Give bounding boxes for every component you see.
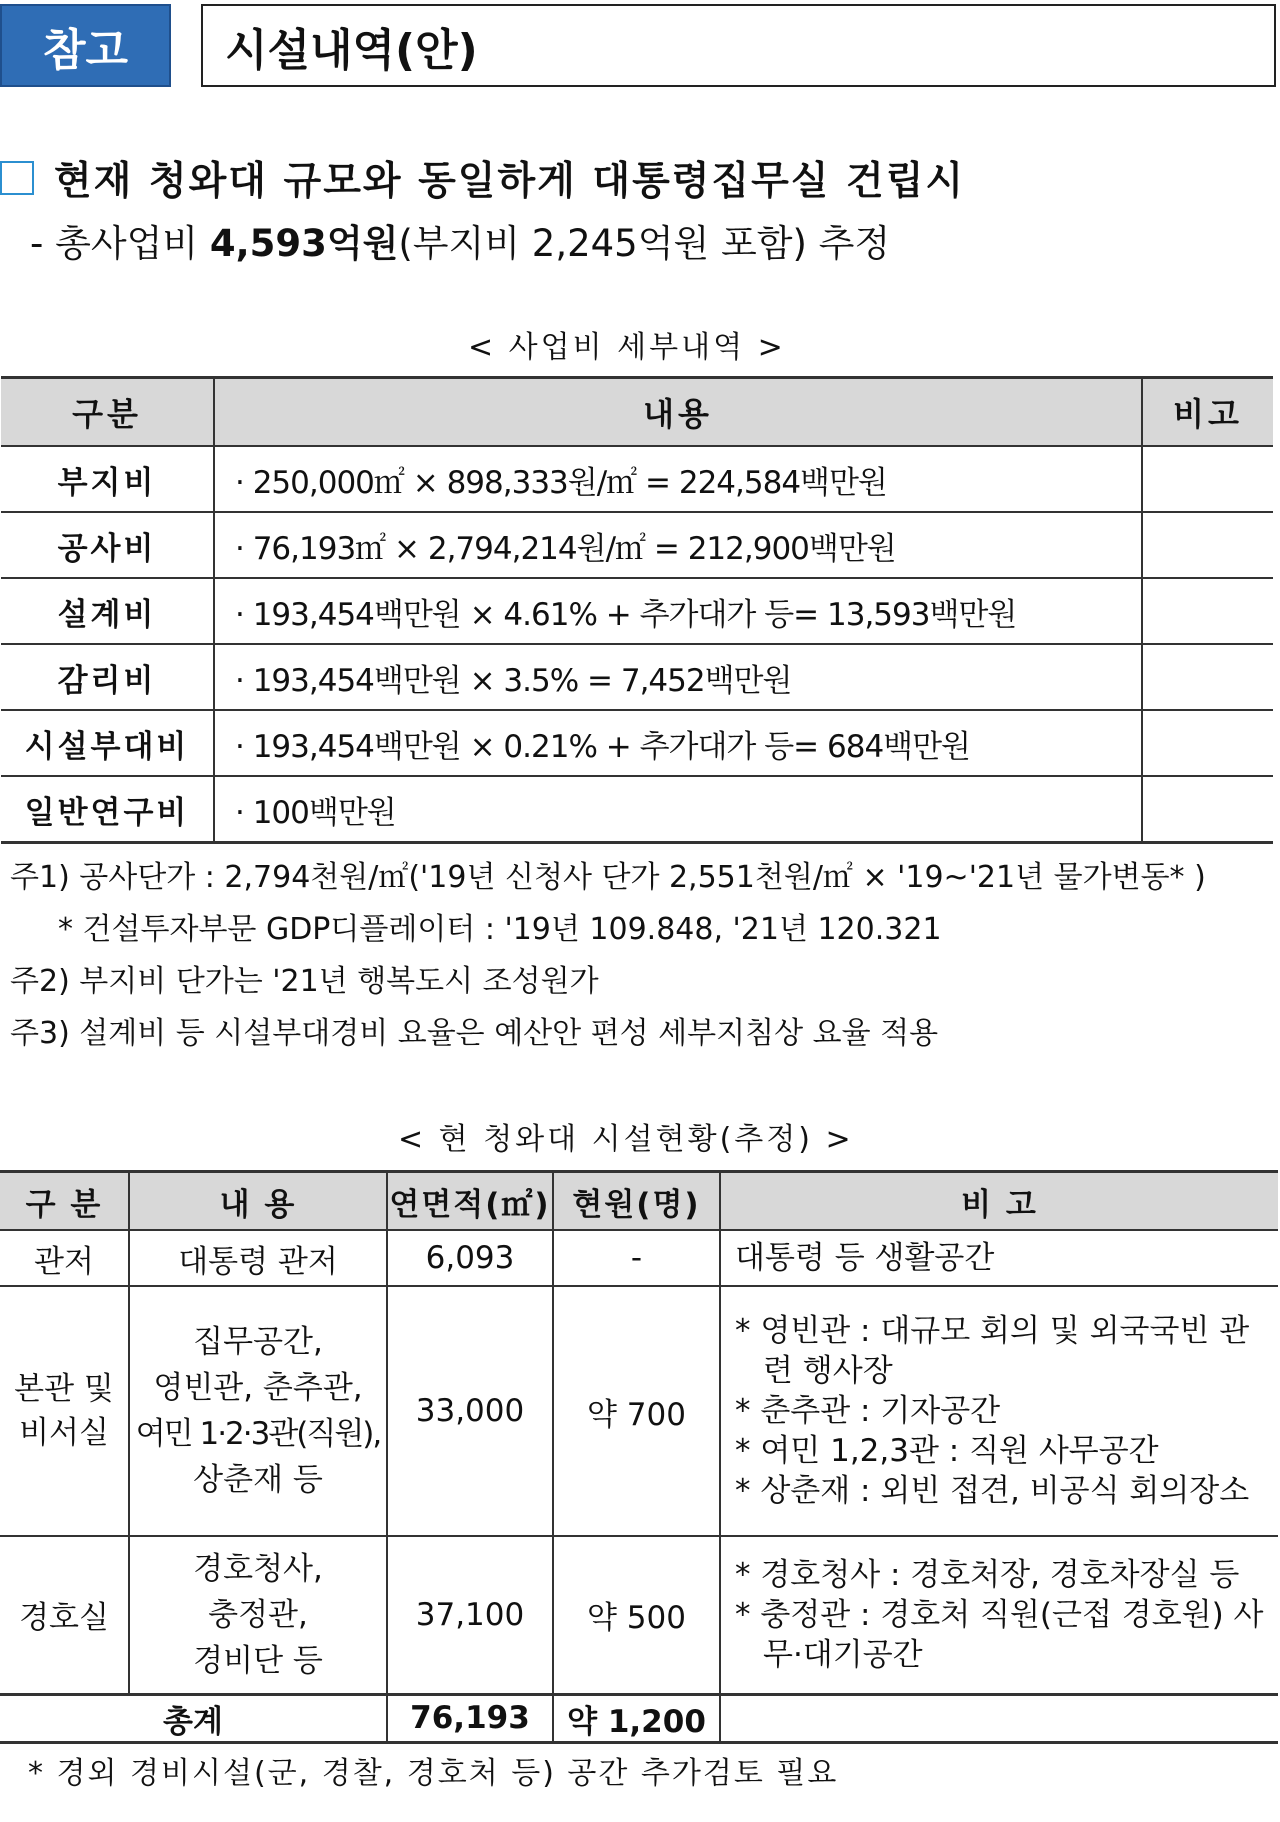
total-cost-amount: 4,593억원 (209, 222, 399, 265)
column-header: 현원(명) (553, 1172, 720, 1231)
row-note (1142, 776, 1273, 843)
row-staff: 약 500 (553, 1536, 720, 1694)
table-row (1, 710, 1273, 776)
content-line: 경호청사, (193, 1550, 323, 1587)
row-remarks (720, 1536, 1278, 1694)
row-category: 본관 및 비서실 (0, 1286, 129, 1536)
row-content: · 76,193㎡ × 2,794,214원/㎡ = 212,900백만원 (214, 512, 1142, 578)
row-area: 37,100 (387, 1536, 553, 1694)
row-area: 33,000 (387, 1286, 553, 1536)
remark-line: * 충정관 : 경호처 직원(근접 경호원) 사무·대기공간 (735, 1596, 1264, 1673)
table-header-row (1, 378, 1273, 447)
row-content: · 193,454백만원 × 4.61% + 추가대가 등= 13,593백만원 (214, 578, 1142, 644)
checkbox-square-icon (0, 161, 34, 195)
row-label: 부지비 (1, 446, 214, 512)
row-content: · 250,000㎡ × 898,333원/㎡ = 224,584백만원 (214, 446, 1142, 512)
content-line: 영빈관, 춘추관, (153, 1370, 363, 1406)
remark-line: * 경호청사 : 경호처장, 경호차장실 등 (735, 1556, 1240, 1593)
total-label: 총계 (0, 1694, 387, 1742)
table-row (1, 446, 1273, 512)
note-1: 주1) 공사단가 : 2,794천원/㎡('19년 신청사 단가 2,551천원/㎡ × '19~'21년 물가변동* ) (10, 860, 1206, 895)
table2-caption: < 현 청와대 시설현황(추정) > (398, 1122, 854, 1157)
remark-line: * 춘추관 : 기자공간 (735, 1393, 1001, 1429)
row-content (129, 1536, 387, 1694)
table1-caption: < 사업비 세부내역 > (468, 330, 786, 365)
row-staff: 약 700 (553, 1286, 720, 1536)
row-content: · 193,454백만원 × 0.21% + 추가대가 등= 684백만원 (214, 710, 1142, 776)
section-heading-text: 현재 청와대 규모와 동일하게 대통령집무실 건립시 (54, 159, 966, 204)
total-cost-prefix: - 총사업비 (30, 222, 210, 265)
footnote: * 경외 경비시설(군, 경찰, 경호처 등) 공간 추가검토 필요 (28, 1756, 839, 1791)
note-3: 주3) 설계비 등 시설부대경비 요율은 예산안 편성 세부지침상 요율 적용 (10, 1016, 939, 1051)
row-area: 6,093 (387, 1230, 553, 1286)
row-label: 일반연구비 (1, 776, 214, 843)
row-label: 공사비 (1, 512, 214, 578)
row-note (1142, 446, 1273, 512)
section-heading (0, 150, 965, 206)
content-line: 집무공간, (193, 1324, 323, 1360)
total-staff: 약 1,200 (553, 1694, 720, 1742)
content-line: 상춘재 등 (193, 1462, 323, 1498)
content-line: 경비단 등 (193, 1642, 323, 1679)
column-header: 내 용 (129, 1172, 387, 1231)
row-content: · 100백만원 (214, 776, 1142, 843)
remark-line: * 상춘재 : 외빈 접견, 비공식 회의장소 (735, 1473, 1250, 1509)
column-header: 구 분 (0, 1172, 129, 1231)
column-header: 비 고 (720, 1172, 1278, 1231)
row-content (129, 1286, 387, 1536)
total-area: 76,193 (387, 1694, 553, 1742)
table-row (1, 578, 1273, 644)
row-category: 경호실 (0, 1536, 129, 1694)
table-row (0, 1286, 1278, 1536)
column-header: 구분 (1, 378, 214, 447)
table-header-row (0, 1172, 1278, 1231)
total-remarks (720, 1694, 1278, 1742)
row-note (1142, 710, 1273, 776)
row-staff: - (553, 1230, 720, 1286)
row-content: · 193,454백만원 × 3.5% = 7,452백만원 (214, 644, 1142, 710)
table-total-row (0, 1694, 1278, 1742)
table-row (0, 1536, 1278, 1694)
row-content (129, 1230, 387, 1286)
reference-badge: 참고 (0, 4, 171, 87)
row-note (1142, 512, 1273, 578)
remark-line: 대통령 등 생활공간 (735, 1240, 995, 1276)
row-remarks (720, 1286, 1278, 1536)
row-label: 시설부대비 (1, 710, 214, 776)
row-remarks (720, 1230, 1278, 1286)
page-title: 시설내역(안) (201, 4, 1276, 87)
remark-line: * 여민 1,2,3관 : 직원 사무공간 (735, 1433, 1159, 1469)
note-1-sub: * 건설투자부문 GDP디플레이터 : '19년 109.848, '21년 120.321 (58, 912, 942, 947)
column-header: 비고 (1142, 378, 1273, 447)
total-cost-line (30, 213, 890, 267)
content-line: 대통령 관저 (178, 1243, 338, 1280)
column-header: 내용 (214, 378, 1142, 447)
column-header: 연면적(㎡) (387, 1172, 553, 1231)
row-label: 감리비 (1, 644, 214, 710)
facility-status-table (0, 1170, 1278, 1744)
row-label: 설계비 (1, 578, 214, 644)
cost-detail-table (1, 376, 1273, 844)
table-row (1, 512, 1273, 578)
row-category: 관저 (0, 1230, 129, 1286)
row-note (1142, 578, 1273, 644)
content-line: 충정관, (208, 1596, 308, 1633)
table-row (1, 644, 1273, 710)
remark-line: * 영빈관 : 대규모 회의 및 외국국빈 관련 행사장 (735, 1313, 1250, 1389)
table-row (1, 776, 1273, 843)
total-cost-suffix: (부지비 2,245억원 포함) 추정 (398, 222, 891, 265)
table-row (0, 1230, 1278, 1286)
note-2: 주2) 부지비 단가는 '21년 행복도시 조성원가 (10, 964, 599, 999)
content-line: 여민 1·2·3관(직원), (135, 1416, 381, 1452)
row-note (1142, 644, 1273, 710)
notes-block (10, 852, 1206, 1060)
